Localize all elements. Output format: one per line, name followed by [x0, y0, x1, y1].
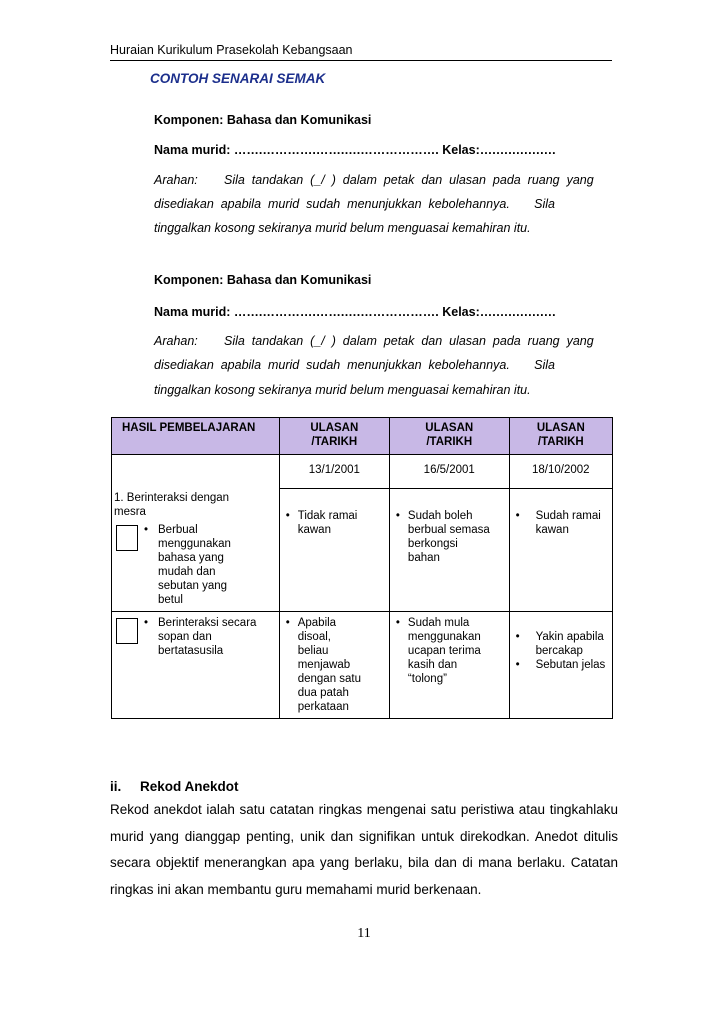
- arahan-label: Arahan:: [154, 173, 198, 187]
- checklist-table: [111, 417, 613, 719]
- anekdot-paragraph: Rekod anekdot ialah satu catatan ringkas mengenai satu peristiwa atau tingkahlaku murid yang dianggap penting, unik dan signifikan untuk direkodkan. Anedot ditulis secara objektif menerangkan apa yang berlaku, bila dan di mana berlaku. Catatan ringkas ini akan membantu guru memahami murid berkenaan.: [110, 802, 618, 897]
- bullet-icon: •: [515, 630, 520, 643]
- item-title: 1. Berinteraksi dengan mesra: [114, 491, 230, 518]
- comment-cell: [509, 489, 612, 612]
- learning-cell-2: [112, 611, 280, 718]
- nama-murid-line-2: Nama murid: …….………….…….….………………. Kelas:….….….….…: [154, 305, 557, 319]
- komponen-label-1: Komponen: Bahasa dan Komunikasi: [154, 113, 372, 127]
- checkbox[interactable]: [116, 525, 138, 551]
- arahan-line2-1: disediakan apabila murid sudah menunjukkan kebolehannya. Sila: [154, 197, 555, 211]
- bullet-icon: •: [285, 616, 290, 629]
- header-ulasan-1: ULASAN /TARIKH: [279, 418, 389, 455]
- comment-text: Sudah ramai kawan: [535, 510, 601, 536]
- checkbox[interactable]: [116, 618, 138, 644]
- header-hasil-pembelajaran: HASIL PEMBELAJARAN: [112, 418, 280, 455]
- arahan-label: Arahan:: [154, 334, 198, 348]
- bullet-icon: •: [515, 658, 520, 671]
- bullet-icon: •: [144, 523, 149, 536]
- arahan-text-line1: Sila tandakan (_/ ) dalam petak dan ulasan pada ruang yang: [224, 334, 594, 348]
- arahan-line3-2: tinggalkan kosong sekiranya murid belum menguasai kemahiran itu.: [154, 383, 531, 397]
- comment-text: Tidak ramai kawan: [297, 510, 358, 536]
- comment-text: Apabila disoal, beliau menjawab dengan satu dua patah perkataan: [297, 616, 362, 713]
- header-ulasan-3: ULASAN /TARIKH: [509, 418, 612, 455]
- date-3: 18/10/2002: [509, 455, 612, 489]
- header-ulasan-2: ULASAN /TARIKH: [389, 418, 509, 455]
- date-1: 13/1/2001: [279, 455, 389, 489]
- komponen-label-2: Komponen: Bahasa dan Komunikasi: [154, 273, 372, 287]
- table-header-row: [112, 418, 613, 455]
- comment-text: Sudah boleh berbual semasa berkongsi bahan: [407, 510, 490, 564]
- nama-murid-line-1: Nama murid: …….………….…….….………………. Kelas:….….….….…: [154, 143, 557, 157]
- table-row: [112, 611, 613, 718]
- arahan-line1-1: [154, 173, 620, 188]
- learning-outcome-text: Berbual menggunakan bahasa yang mudah dan sebutan yang betul: [158, 523, 231, 606]
- arahan-line3-1: tinggalkan kosong sekiranya murid belum menguasai kemahiran itu.: [154, 221, 531, 235]
- comment-cell: [279, 611, 389, 718]
- comment-cell: [509, 611, 612, 718]
- arahan-text-line1: Sila tandakan (_/ ) dalam petak dan ulasan pada ruang yang: [224, 173, 594, 187]
- comment-text: Sebutan jelas: [535, 658, 606, 671]
- section-title: CONTOH SENARAI SEMAK: [150, 71, 326, 86]
- bullet-icon: •: [395, 510, 400, 522]
- bullet-icon: •: [395, 616, 400, 629]
- header-rule: [110, 60, 612, 61]
- learning-cell-1: [112, 489, 280, 612]
- date-2: 16/5/2001: [389, 455, 509, 489]
- comment-cell: [279, 489, 389, 612]
- arahan-line1-2: [154, 334, 620, 349]
- comment-text: Sudah mula menggunakan ucapan terima kasih dan “tolong”: [407, 616, 481, 685]
- bullet-icon: •: [515, 510, 520, 522]
- running-header: Huraian Kurikulum Prasekolah Kebangsaan: [110, 43, 353, 57]
- date-row: [112, 455, 613, 489]
- section-heading-rekod-anekdot: ii. Rekod Anekdot: [110, 779, 239, 794]
- comment-text: Yakin apabila bercakap: [535, 630, 604, 657]
- comment-cell: [389, 611, 509, 718]
- bullet-icon: •: [144, 616, 149, 629]
- comment-cell: [389, 489, 509, 612]
- page-number: 11: [357, 926, 371, 941]
- arahan-line2-2: disediakan apabila murid sudah menunjukkan kebolehannya. Sila: [154, 358, 555, 372]
- learning-outcome-text: Berinteraksi secara sopan dan bertatasusila: [158, 616, 257, 657]
- date-row-empty: [112, 455, 280, 489]
- bullet-icon: •: [285, 510, 290, 522]
- table-row: [112, 489, 613, 612]
